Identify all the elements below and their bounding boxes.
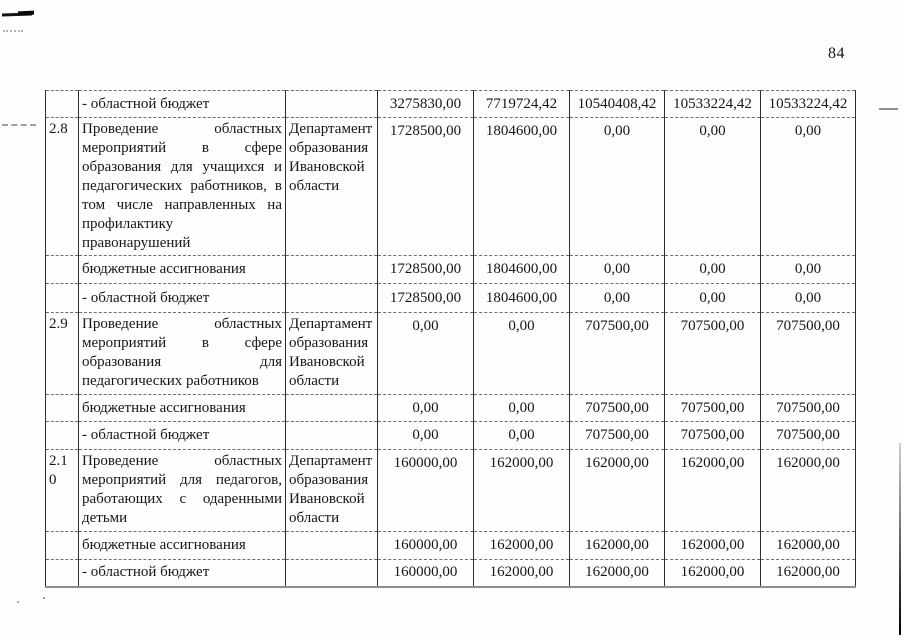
scan-dot-bottom-left-2 [17, 601, 19, 603]
row-description: бюджетные ассигнования [79, 532, 286, 560]
row-value: 162000,00 [761, 532, 856, 560]
row-value: 10540408,42 [570, 91, 665, 118]
row-value: 0,00 [665, 284, 761, 313]
row-number [46, 91, 79, 118]
row-value: 1728500,00 [378, 256, 474, 284]
row-value: 162000,00 [761, 560, 856, 587]
row-value: 0,00 [378, 313, 474, 395]
row-number: 2.10 [46, 450, 79, 532]
table-row [46, 532, 856, 560]
row-number: 2.8 [46, 118, 79, 256]
row-description: - областной бюджет [79, 284, 286, 313]
table-row [46, 450, 856, 532]
row-value: 7719724,42 [474, 91, 570, 118]
row-value: 162000,00 [570, 560, 665, 587]
row-value: 0,00 [378, 395, 474, 422]
table-row [46, 256, 856, 284]
row-value: 162000,00 [665, 560, 761, 587]
row-value: 3275830,00 [378, 91, 474, 118]
table-row [46, 284, 856, 313]
row-value: 707500,00 [665, 313, 761, 395]
page-number: 84 [828, 45, 845, 62]
row-description: бюджетные ассигнования [79, 256, 286, 284]
row-department [286, 532, 378, 560]
row-department [286, 395, 378, 422]
row-value: 0,00 [570, 118, 665, 256]
row-department [286, 422, 378, 450]
budget-table [45, 90, 856, 588]
row-department [286, 91, 378, 118]
row-value: 1804600,00 [474, 118, 570, 256]
row-value: 1728500,00 [378, 118, 474, 256]
row-value: 0,00 [570, 284, 665, 313]
row-value: 707500,00 [570, 313, 665, 395]
row-value: 707500,00 [665, 422, 761, 450]
row-description: Проведение областных мероприятий для педагогов, работающих с одаренными детьми [79, 450, 286, 532]
row-department [286, 256, 378, 284]
row-value: 162000,00 [761, 450, 856, 532]
row-value: 0,00 [761, 118, 856, 256]
row-value: 1804600,00 [474, 256, 570, 284]
row-value: 707500,00 [761, 313, 856, 395]
table-row [46, 313, 856, 395]
table-row [46, 118, 856, 256]
row-value: 0,00 [665, 118, 761, 256]
row-value: 162000,00 [665, 450, 761, 532]
scan-dot-bottom-left-1 [43, 597, 45, 599]
row-value: 0,00 [761, 256, 856, 284]
row-number [46, 395, 79, 422]
row-number [46, 256, 79, 284]
row-department [286, 560, 378, 587]
row-value: 1804600,00 [474, 284, 570, 313]
row-value: 162000,00 [570, 450, 665, 532]
row-value: 0,00 [474, 395, 570, 422]
row-value: 162000,00 [665, 532, 761, 560]
row-description: Проведение областных мероприятий в сфере образования для педагогических работников [79, 313, 286, 395]
scan-streak-right-edge [899, 443, 901, 635]
row-value: 10533224,42 [665, 91, 761, 118]
row-value: 0,00 [665, 256, 761, 284]
table-row [46, 91, 856, 118]
scan-dash-left-margin [2, 124, 36, 126]
row-department [286, 284, 378, 313]
row-department: Департамент образования Ивановской области [286, 450, 378, 532]
row-number [46, 422, 79, 450]
scan-dots-top-left [3, 30, 23, 32]
row-value: 707500,00 [570, 395, 665, 422]
row-description: бюджетные ассигнования [79, 395, 286, 422]
row-department: Департамент образования Ивановской области [286, 313, 378, 395]
row-description: - областной бюджет [79, 560, 286, 587]
row-value: 707500,00 [761, 422, 856, 450]
scan-mark-top-left-blob [18, 11, 34, 16]
row-value: 160000,00 [378, 532, 474, 560]
row-value: 162000,00 [570, 532, 665, 560]
row-value: 0,00 [378, 422, 474, 450]
row-value: 0,00 [474, 422, 570, 450]
row-number [46, 532, 79, 560]
row-value: 1728500,00 [378, 284, 474, 313]
scan-dash-right-margin [879, 108, 898, 110]
row-department: Департамент образования Ивановской области [286, 118, 378, 256]
row-description: - областной бюджет [79, 91, 286, 118]
row-description: - областной бюджет [79, 422, 286, 450]
row-number [46, 284, 79, 313]
row-number [46, 560, 79, 587]
row-value: 162000,00 [474, 532, 570, 560]
row-value: 0,00 [761, 284, 856, 313]
row-value: 707500,00 [761, 395, 856, 422]
table-row [46, 395, 856, 422]
row-value: 0,00 [474, 313, 570, 395]
row-description: Проведение областных мероприятий в сфере образования для учащихся и педагогических работников, в том числе направленных на профилактику правонарушений [79, 118, 286, 256]
row-value: 707500,00 [665, 395, 761, 422]
table-row [46, 560, 856, 587]
row-value: 160000,00 [378, 560, 474, 587]
row-value: 162000,00 [474, 450, 570, 532]
row-value: 0,00 [570, 256, 665, 284]
row-value: 707500,00 [570, 422, 665, 450]
table-row [46, 422, 856, 450]
row-number: 2.9 [46, 313, 79, 395]
row-value: 10533224,42 [761, 91, 856, 118]
row-value: 162000,00 [474, 560, 570, 587]
row-value: 160000,00 [378, 450, 474, 532]
